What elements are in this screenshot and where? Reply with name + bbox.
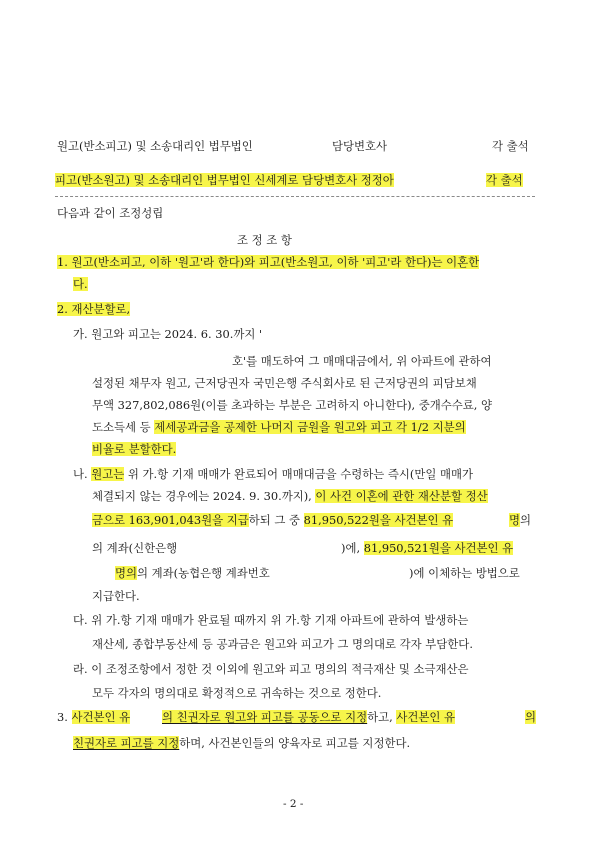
na-line3-mid: 하되 그 중	[248, 513, 304, 527]
na-line3-highlight: 금으로 163,901,043원을 지급	[92, 513, 249, 527]
item2-ra-line1: 라. 이 조정조항에서 정한 것 이외에 원고와 피고 명의의 적극재산 및 소극재산은	[73, 662, 469, 676]
defendant-party-line	[55, 172, 394, 189]
item3-label: 3.	[57, 710, 72, 724]
item2-ga-line5	[92, 419, 466, 436]
item3-child1-highlight: 사건본인 유	[71, 710, 131, 724]
ga-line5-prefix: 도소득세 등	[92, 420, 155, 434]
item2-na-line1	[73, 466, 473, 483]
item3-child2-highlight: 사건본인 유	[396, 710, 456, 724]
item3-custody-defendant-highlight: 친권자로 피고를 지정	[73, 736, 180, 750]
plaintiff-party: 원고(반소피고) 및 소송대리인 법무법인	[57, 139, 253, 153]
item2-ga-line6	[92, 441, 176, 458]
item3-line1	[57, 709, 130, 726]
item2-da-line2: 재산세, 종합부동산세 등 공과금은 원고와 피고가 그 명의대로 각자 부담한다.	[92, 637, 473, 651]
item2-na-line6: 지급한다.	[92, 589, 140, 603]
na-line3-name-highlight: 명	[509, 513, 521, 527]
item1-text-cont: 다.	[73, 277, 88, 291]
dashed-divider	[55, 196, 535, 197]
item2-na-line4b	[341, 540, 513, 557]
item3-line2	[73, 735, 410, 752]
item2-heading	[57, 301, 130, 318]
na-label: 나.	[73, 467, 92, 481]
item1-text: 1. 원고(반소피고, 이하 '원고'라 한다)와 피고(반소원고, 이하 '피고'라 한다)는 이혼한	[57, 255, 480, 269]
defendant-attendance-wrap	[486, 172, 523, 189]
na-line1-rest: 위 가.항 기재 매매가 완료되어 매매대금을 수령하는 즉시(만일 매매가	[124, 467, 474, 481]
item2-heading-text: 2. 재산분할로,	[57, 302, 131, 316]
na-line5-account: 의 계좌(농협은행 계좌번호	[137, 566, 270, 580]
na-line3-amount-highlight: 81,950,522원을 사건본인 유	[303, 513, 454, 527]
na-line2-highlight: 이 사건 이혼에 관한 재산분할 정산	[315, 489, 488, 503]
ga-line5-highlight: 제세공과금을 공제한 나머지 금원을 원고와 피고 각 1/2 지분의	[154, 420, 466, 434]
plaintiff-attendance: 각 출석	[492, 139, 529, 153]
item2-ga-line3: 설정된 채무자 원고, 근저당권자 국민은행 주식회사로 된 근저당권의 피담보채	[92, 376, 477, 390]
plaintiff-attorney: 담당변호사	[332, 139, 388, 153]
defendant-attendance: 각 출석	[486, 173, 523, 187]
item1-line2	[73, 276, 88, 293]
na-line3-name-end	[509, 512, 531, 529]
item3-line1-mid	[162, 709, 455, 726]
item2-ga-line4: 무액 327,802,086원(이를 초과하는 부분은 고려하지 아니한다), 중개수수료, 양	[92, 398, 493, 412]
page-number: - 2 -	[283, 798, 304, 810]
item2-na-line3	[92, 512, 453, 529]
item2-na-line2	[92, 488, 488, 505]
item1-line1	[57, 254, 479, 271]
na-line4-mid: )에,	[341, 541, 364, 555]
defendant-party: 피고(반소원고) 및 소송대리인 법무법인 신세계로 담당변호사 정정아	[55, 173, 394, 187]
na-line2-prefix: 체결되지 않는 경우에는 2024. 9. 30.까지),	[92, 489, 316, 503]
ga-line6-highlight: 비율로 분할한다.	[92, 442, 177, 456]
na-line4-highlight: 81,950,521원을 사건본인 유	[363, 541, 514, 555]
item3-connector: 하고,	[367, 710, 397, 724]
na-line5-highlight: 명의	[115, 566, 138, 580]
item3-line2-rest: 하며, 사건본인들의 양육자로 피고를 지정한다.	[179, 736, 411, 750]
item2-na-line4a: 의 계좌(신한은행	[92, 541, 178, 555]
na-line3-suffix: 의	[520, 513, 532, 527]
section-title: 조 정 조 항	[237, 233, 292, 247]
item3-line1-end	[525, 709, 536, 726]
item3-joint-custody-highlight: 의 친권자로 원고와 피고를 공동으로 지정	[162, 710, 368, 724]
na-subject-highlight: 원고는	[91, 467, 125, 481]
settled-text: 다음과 같이 조정성립	[57, 206, 164, 220]
item2-na-line5a	[115, 565, 270, 582]
item2-ra-line2: 모두 각자의 명의대로 확정적으로 귀속하는 것으로 정한다.	[92, 686, 382, 700]
item2-ga-line2: 호'를 매도하여 그 매매대금에서, 위 아파트에 관하여	[232, 354, 492, 368]
item2-na-line5c: )에 이체하는 방법으로	[409, 566, 520, 580]
item2-ga-line1: 가. 원고와 피고는 2024. 6. 30.까지 '	[73, 327, 263, 341]
item2-da-line1: 다. 위 가.항 기재 매매가 완료될 때까지 위 가.항 기재 아파트에 관하여 발생하는	[73, 613, 469, 627]
item3-line1-end-highlight: 의	[525, 710, 537, 724]
